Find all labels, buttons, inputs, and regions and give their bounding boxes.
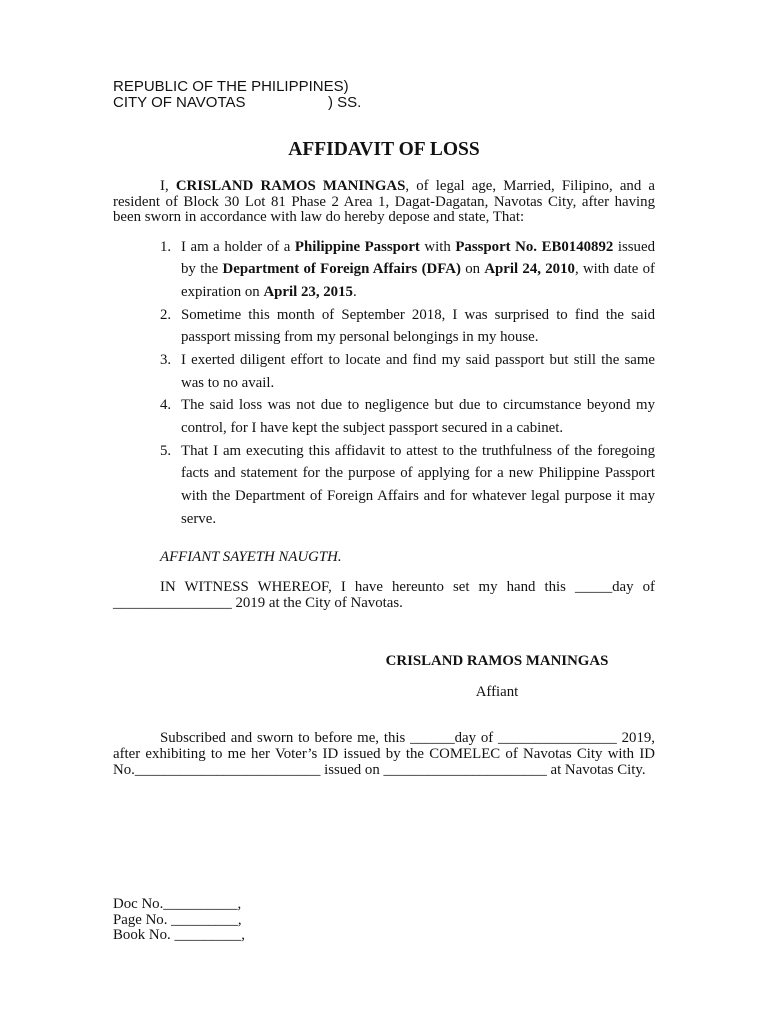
list-item [160, 440, 655, 531]
venue-header [113, 78, 362, 111]
item-text-run: issued by the [181, 238, 655, 278]
issue-date: April 24, 2010 [484, 261, 575, 278]
item-text-run: on [460, 261, 485, 278]
venue-ss: ) SS. [328, 94, 362, 111]
list-item [160, 236, 655, 304]
intro-paragraph [113, 179, 655, 226]
list-item [160, 394, 655, 439]
item-text-run: I am a holder of a [181, 238, 295, 255]
witness-paragraph: IN WITNESS WHEREOF, I have hereunto set my hand this _____day of ________________ 2019 at the City of Navotas. [113, 579, 655, 611]
item-text-run: , with date of expiration on [181, 261, 655, 301]
item-number: 4. [160, 397, 172, 414]
doc-number-line: Doc No.__________, [113, 896, 242, 912]
item-text: The said loss was not due to negligence but due to circumstance beyond my control, for I have kept the subject passport secured in a cabinet. [181, 397, 655, 437]
jurat-paragraph: Subscribed and sworn to before me, this ______day of ________________ 2019, after exhibiting to me her Voter’s ID issued by the COMELEC of Navotas City with ID No._________________________ issued on ______________________ at Navotas City. [113, 730, 655, 778]
notarial-register [113, 897, 245, 944]
passport-type: Philippine Passport [294, 238, 420, 255]
item-text-run: . [352, 284, 357, 301]
item-text-run: with [419, 238, 456, 255]
affiant-name-inline: CRISLAND RAMOS MANINGAS [175, 178, 406, 194]
signatory-name: CRISLAND RAMOS MANINGAS [385, 653, 609, 669]
statement-list [160, 236, 655, 531]
passport-number: Passport No. EB0140892 [455, 238, 614, 255]
intro-text: , of legal age, Married, Filipino, and a resident of Block 30 Lot 81 Phase 2 Area 1, Dagat-Dagatan, Navotas City, after having been sworn in accordance with law do hereby depose and state, That: [113, 178, 655, 226]
closing-statement: AFFIANT SAYETH NAUGTH. [160, 549, 342, 565]
issuing-agency: Department of Foreign Affairs (DFA) [222, 261, 461, 278]
signatory-role: Affiant [475, 684, 519, 700]
item-number: 5. [160, 442, 172, 459]
item-text: I exerted diligent effort to locate and find my said passport but still the same was to no avail. [181, 352, 655, 391]
intro-text: I, [160, 178, 176, 194]
document-title: AFFIDAVIT OF LOSS [288, 139, 480, 160]
item-text: That I am executing this affidavit to attest to the truthfulness of the foregoing facts and statement for the purpose of applying for a new Philippine Passport with the Department of Foreign Affairs and for whatever legal purpose it may serve. [181, 442, 655, 527]
expiration-date: April 23, 2015 [263, 284, 353, 301]
list-item [160, 304, 655, 349]
item-text [181, 236, 655, 304]
item-text: Sometime this month of September 2018, I was surprised to find the said passport missing from my personal belongings in my house. [181, 306, 655, 346]
venue-country-line: REPUBLIC OF THE PHILIPPINES) [113, 78, 349, 95]
item-number: 1. [160, 238, 172, 255]
signature-block [367, 653, 627, 701]
item-number: 3. [160, 352, 172, 369]
venue-city: CITY OF NAVOTAS [113, 94, 246, 111]
item-number: 2. [160, 306, 172, 323]
book-number-line: Book No. _________, [113, 927, 245, 943]
list-item [160, 349, 655, 394]
page-number-line: Page No. _________, [113, 911, 242, 928]
venue-city-line [113, 94, 362, 111]
